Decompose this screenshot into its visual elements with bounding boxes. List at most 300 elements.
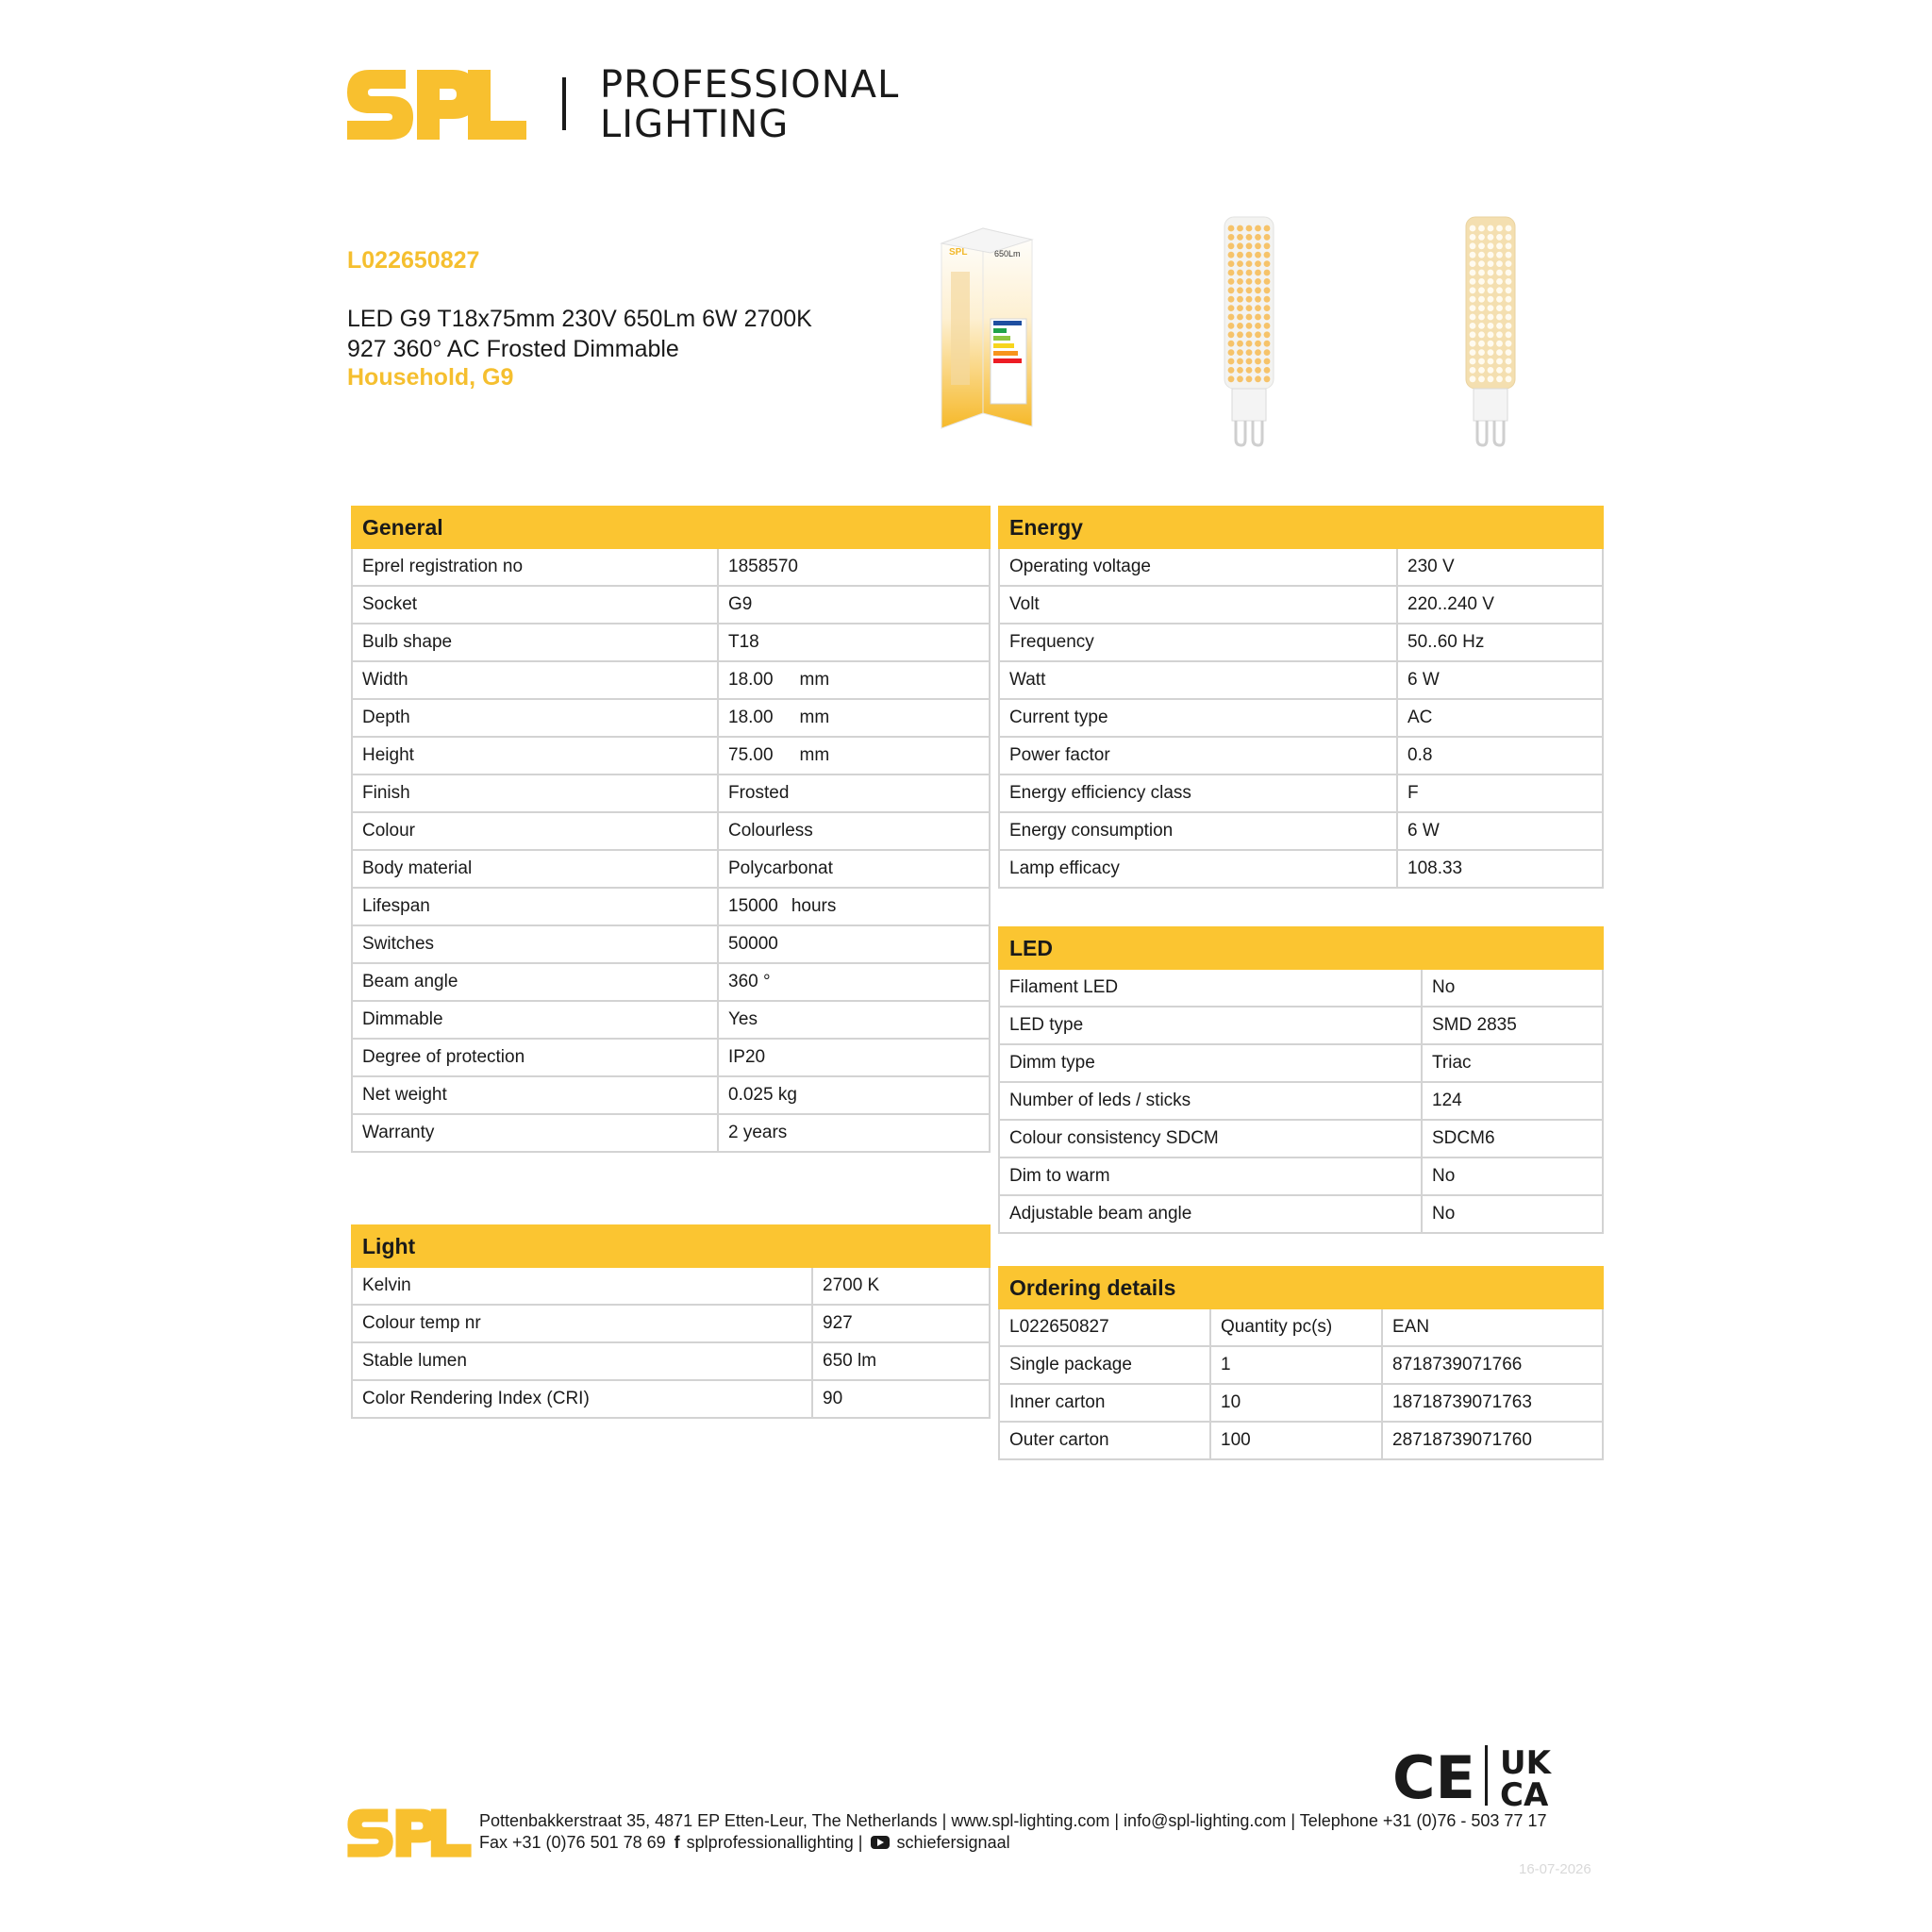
general-row: [352, 1114, 990, 1152]
led-dot: [1264, 252, 1271, 258]
general-row: [352, 850, 990, 888]
energy-row: [999, 774, 1603, 812]
energy-row: [999, 737, 1603, 774]
led-value-text: No: [1432, 977, 1456, 997]
led-dot: [1488, 367, 1494, 374]
ordering-row: [999, 1384, 1603, 1422]
light-table-title: Light: [352, 1225, 990, 1267]
led-dot: [1470, 331, 1476, 338]
general-label: Switches: [352, 925, 718, 963]
led-dot: [1478, 331, 1485, 338]
led-dot: [1488, 287, 1494, 293]
light-value-text: 927: [823, 1313, 853, 1333]
led-dot: [1255, 305, 1261, 311]
led-dot: [1470, 225, 1476, 232]
energy-value: [1397, 586, 1603, 624]
led-value: [1422, 1082, 1603, 1120]
ordering-ean: 18718739071763: [1382, 1384, 1603, 1422]
led-dot: [1496, 367, 1503, 374]
led-dot: [1255, 358, 1261, 365]
led-value: [1422, 1195, 1603, 1233]
led-dot: [1255, 270, 1261, 276]
ukca-mark-top: UK: [1500, 1744, 1551, 1782]
led-dot: [1496, 305, 1503, 311]
energy-row: [999, 812, 1603, 850]
led-dot: [1470, 375, 1476, 382]
general-value: [718, 699, 990, 737]
led-value: [1422, 1007, 1603, 1044]
energy-label: Energy efficiency class: [999, 774, 1397, 812]
led-row: [999, 1007, 1603, 1044]
led-value-text: No: [1432, 1166, 1456, 1186]
led-value-text: 124: [1432, 1091, 1462, 1110]
energy-value: [1397, 661, 1603, 699]
ordering-quantity: 10: [1210, 1384, 1382, 1422]
led-dot: [1264, 234, 1271, 241]
ordering-table-title: Ordering details: [999, 1267, 1603, 1308]
led-dot: [1255, 242, 1261, 249]
led-dot: [1246, 341, 1253, 347]
led-dot: [1228, 242, 1235, 249]
led-value-text: SMD 2835: [1432, 1015, 1517, 1035]
general-value-text: Yes: [728, 1009, 758, 1029]
led-dot: [1488, 234, 1494, 241]
led-dot: [1506, 358, 1512, 365]
led-dot: [1488, 296, 1494, 303]
led-dot: [1237, 375, 1243, 382]
energy-row: [999, 624, 1603, 661]
led-dot: [1255, 260, 1261, 267]
brand-line-lighting: LIGHTING: [600, 103, 790, 146]
facebook-icon[interactable]: f: [674, 1833, 680, 1852]
general-value-text: T18: [728, 632, 759, 652]
general-label: Finish: [352, 774, 718, 812]
led-dot: [1246, 260, 1253, 267]
ordering-header-row: [999, 1308, 1603, 1346]
general-row: [352, 661, 990, 699]
led-dot: [1478, 296, 1485, 303]
led-dot: [1255, 252, 1261, 258]
led-dot: [1237, 331, 1243, 338]
led-dot: [1470, 314, 1476, 321]
led-dot: [1255, 225, 1261, 232]
led-row: [999, 1120, 1603, 1158]
ordering-package-label: Single package: [999, 1346, 1210, 1384]
energy-value-text: AC: [1407, 708, 1433, 727]
led-value-text: Triac: [1432, 1053, 1472, 1073]
led-label: LED type: [999, 1007, 1422, 1044]
light-row: [352, 1380, 990, 1418]
footer-facebook-handle[interactable]: splprofessionallighting: [686, 1833, 854, 1852]
general-value-unit: hours: [791, 896, 837, 916]
led-dot: [1478, 225, 1485, 232]
general-value-text: 2 years: [728, 1123, 788, 1142]
led-dot: [1228, 305, 1235, 311]
light-label: Stable lumen: [352, 1342, 812, 1380]
general-value: [718, 1114, 990, 1152]
led-dot: [1228, 234, 1235, 241]
general-value-text: Polycarbonat: [728, 858, 833, 878]
light-label: Kelvin: [352, 1267, 812, 1305]
light-value-text: 650 lm: [823, 1351, 877, 1371]
energy-value: [1397, 548, 1603, 586]
energy-value-text: 50..60 Hz: [1407, 632, 1485, 652]
led-dot: [1478, 367, 1485, 374]
general-row: [352, 737, 990, 774]
led-dot: [1470, 234, 1476, 241]
led-dot: [1246, 252, 1253, 258]
led-dot: [1264, 375, 1271, 382]
general-label: Eprel registration no: [352, 548, 718, 586]
general-value: [718, 661, 990, 699]
led-dot: [1470, 367, 1476, 374]
light-value: [812, 1305, 990, 1342]
led-dot: [1496, 349, 1503, 356]
led-dot: [1228, 349, 1235, 356]
general-label: Warranty: [352, 1114, 718, 1152]
led-label: Colour consistency SDCM: [999, 1120, 1422, 1158]
led-dot: [1255, 314, 1261, 321]
led-dot: [1478, 375, 1485, 382]
led-dot: [1488, 260, 1494, 267]
led-label: Dimm type: [999, 1044, 1422, 1082]
energy-value: [1397, 850, 1603, 888]
energy-value: [1397, 737, 1603, 774]
led-dot: [1237, 367, 1243, 374]
led-dot: [1264, 287, 1271, 293]
general-label: Socket: [352, 586, 718, 624]
led-dot: [1488, 349, 1494, 356]
led-dot: [1264, 270, 1271, 276]
general-row: [352, 586, 990, 624]
led-dot: [1488, 341, 1494, 347]
led-row: [999, 1195, 1603, 1233]
led-dot: [1264, 349, 1271, 356]
led-dot: [1264, 323, 1271, 329]
led-dot: [1228, 252, 1235, 258]
general-label: Body material: [352, 850, 718, 888]
ordering-table: [998, 1266, 1604, 1460]
general-row: [352, 699, 990, 737]
footer-address: Pottenbakkerstraat 35, 4871 EP Etten-Leur, The Netherlands | www.spl-lighting.com | info@spl-lighting.com | Telephone +31 (0)76 - 503 77 17: [479, 1811, 1547, 1830]
ordering-header-quantity: Quantity pc(s): [1210, 1308, 1382, 1346]
led-dot: [1264, 278, 1271, 285]
ordering-row: [999, 1422, 1603, 1459]
led-dot: [1246, 270, 1253, 276]
led-dot: [1478, 314, 1485, 321]
led-dot: [1228, 278, 1235, 285]
led-dot: [1255, 296, 1261, 303]
led-dot: [1246, 225, 1253, 232]
led-dot: [1496, 375, 1503, 382]
led-dot: [1496, 260, 1503, 267]
light-label: Color Rendering Index (CRI): [352, 1380, 812, 1418]
energy-table-title: Energy: [999, 507, 1603, 548]
product-description-line2: 927 360° AC Frosted Dimmable: [347, 336, 679, 362]
led-row: [999, 1044, 1603, 1082]
general-row: [352, 624, 990, 661]
led-dot: [1264, 242, 1271, 249]
led-dot: [1496, 323, 1503, 329]
led-dot: [1470, 323, 1476, 329]
led-dot: [1496, 278, 1503, 285]
energy-row: [999, 548, 1603, 586]
youtube-icon[interactable]: [871, 1836, 890, 1849]
led-dot: [1506, 242, 1512, 249]
led-dot: [1506, 375, 1512, 382]
led-dot: [1237, 314, 1243, 321]
light-row: [352, 1267, 990, 1305]
led-dot: [1496, 287, 1503, 293]
led-dot: [1488, 305, 1494, 311]
led-dot: [1470, 296, 1476, 303]
general-value-text: 18.00: [728, 670, 774, 690]
led-dot: [1246, 367, 1253, 374]
energy-value-text: F: [1407, 783, 1419, 803]
led-dot: [1255, 278, 1261, 285]
led-dot: [1255, 341, 1261, 347]
led-dot: [1496, 252, 1503, 258]
led-dot: [1506, 234, 1512, 241]
general-value: [718, 624, 990, 661]
spl-logo: [347, 62, 526, 142]
energy-value: [1397, 624, 1603, 661]
led-dot: [1506, 270, 1512, 276]
led-dot: [1470, 305, 1476, 311]
led-dot: [1506, 260, 1512, 267]
ce-mark: CE: [1392, 1743, 1475, 1809]
led-table: [998, 926, 1604, 1234]
led-dot: [1506, 252, 1512, 258]
led-dot: [1488, 358, 1494, 365]
led-dot: [1488, 252, 1494, 258]
ordering-package-label: Outer carton: [999, 1422, 1210, 1459]
general-value: [718, 586, 990, 624]
general-label: Dimmable: [352, 1001, 718, 1039]
led-dot: [1478, 323, 1485, 329]
header-divider: [562, 77, 566, 130]
led-dot: [1470, 341, 1476, 347]
led-dot: [1264, 305, 1271, 311]
led-dot: [1496, 314, 1503, 321]
led-dot: [1478, 358, 1485, 365]
led-dot: [1264, 225, 1271, 232]
led-dot: [1264, 296, 1271, 303]
led-dot: [1506, 331, 1512, 338]
led-dot: [1470, 278, 1476, 285]
energy-label: Current type: [999, 699, 1397, 737]
led-dot: [1228, 296, 1235, 303]
energy-value: [1397, 812, 1603, 850]
light-row: [352, 1305, 990, 1342]
general-value-text: 75.00: [728, 745, 774, 765]
led-dot: [1228, 260, 1235, 267]
led-dot: [1237, 270, 1243, 276]
general-value-text: 1858570: [728, 557, 798, 576]
led-dot: [1255, 349, 1261, 356]
footer-youtube-handle[interactable]: schiefersignaal: [896, 1833, 1010, 1852]
general-value-text: 50000: [728, 934, 778, 954]
led-row: [999, 969, 1603, 1007]
led-dot: [1478, 252, 1485, 258]
general-row: [352, 1039, 990, 1076]
led-dot: [1506, 287, 1512, 293]
led-table-title: LED: [999, 927, 1603, 969]
energy-value-text: 220..240 V: [1407, 594, 1494, 614]
light-row: [352, 1342, 990, 1380]
energy-value-text: 230 V: [1407, 557, 1455, 576]
footer-spl-logo: [347, 1804, 472, 1858]
energy-label: Energy consumption: [999, 812, 1397, 850]
document-date: 16-07-2026: [1519, 1861, 1591, 1877]
general-value: [718, 1076, 990, 1114]
general-value: [718, 850, 990, 888]
led-dot: [1478, 242, 1485, 249]
energy-value-text: 6 W: [1407, 821, 1440, 841]
light-value: [812, 1380, 990, 1418]
led-dot: [1496, 242, 1503, 249]
led-dot: [1255, 331, 1261, 338]
led-dot: [1228, 367, 1235, 374]
general-row: [352, 888, 990, 925]
light-table: [351, 1224, 991, 1419]
general-table: [351, 506, 991, 1153]
packaging-box-image: [934, 225, 1038, 434]
led-dot: [1496, 358, 1503, 365]
general-value: [718, 925, 990, 963]
product-description-line1: LED G9 T18x75mm 230V 650Lm 6W 2700K: [347, 306, 812, 332]
general-label: Beam angle: [352, 963, 718, 1001]
led-dot: [1506, 296, 1512, 303]
led-dot: [1246, 278, 1253, 285]
led-dot: [1264, 367, 1271, 374]
general-row: [352, 963, 990, 1001]
led-dot: [1246, 296, 1253, 303]
general-value: [718, 1039, 990, 1076]
energy-row: [999, 586, 1603, 624]
general-table-title: General: [352, 507, 990, 548]
general-value: [718, 548, 990, 586]
light-value: [812, 1342, 990, 1380]
led-dot: [1237, 225, 1243, 232]
led-dot: [1488, 278, 1494, 285]
led-dot: [1246, 287, 1253, 293]
led-dot: [1228, 358, 1235, 365]
led-value-text: No: [1432, 1204, 1456, 1224]
general-value-text: 15000: [728, 896, 778, 916]
led-dot: [1488, 270, 1494, 276]
bulb-off-image: [1223, 215, 1275, 447]
led-dot: [1478, 349, 1485, 356]
product-sku: L022650827: [347, 247, 480, 274]
led-dot: [1478, 287, 1485, 293]
energy-label: Operating voltage: [999, 548, 1397, 586]
led-dot: [1478, 278, 1485, 285]
led-dot: [1228, 225, 1235, 232]
led-dot: [1264, 314, 1271, 321]
footer-separator: |: [858, 1833, 863, 1852]
general-label: Net weight: [352, 1076, 718, 1114]
led-dot: [1470, 270, 1476, 276]
ordering-quantity: 1: [1210, 1346, 1382, 1384]
general-label: Bulb shape: [352, 624, 718, 661]
led-row: [999, 1158, 1603, 1195]
led-label: Adjustable beam angle: [999, 1195, 1422, 1233]
led-dot: [1478, 341, 1485, 347]
energy-label: Power factor: [999, 737, 1397, 774]
led-dot: [1488, 225, 1494, 232]
led-dot: [1246, 375, 1253, 382]
brand-line-professional: PROFESSIONAL: [600, 63, 900, 107]
led-dot: [1255, 287, 1261, 293]
led-value: [1422, 969, 1603, 1007]
led-dot: [1237, 242, 1243, 249]
led-dot: [1478, 234, 1485, 241]
led-dot: [1470, 260, 1476, 267]
led-dot: [1264, 341, 1271, 347]
led-dot: [1246, 323, 1253, 329]
led-dot: [1506, 323, 1512, 329]
led-dot: [1506, 349, 1512, 356]
ukca-mark-bottom: CA: [1500, 1776, 1549, 1809]
product-category: Household, G9: [347, 364, 514, 391]
energy-row: [999, 661, 1603, 699]
led-dot: [1246, 349, 1253, 356]
ordering-header-ean: EAN: [1382, 1308, 1603, 1346]
led-dot: [1237, 287, 1243, 293]
led-label: Dim to warm: [999, 1158, 1422, 1195]
led-dot: [1228, 375, 1235, 382]
led-dot: [1255, 375, 1261, 382]
led-dot: [1470, 358, 1476, 365]
box-lumen-label: 650Lm: [994, 249, 1021, 258]
led-dot: [1237, 260, 1243, 267]
led-dot: [1228, 341, 1235, 347]
general-value-unit: mm: [799, 708, 830, 727]
ordering-ean: 28718739071760: [1382, 1422, 1603, 1459]
led-dot: [1470, 287, 1476, 293]
led-dot: [1478, 270, 1485, 276]
light-label: Colour temp nr: [352, 1305, 812, 1342]
led-dot: [1496, 234, 1503, 241]
general-value-text: IP20: [728, 1047, 766, 1067]
svg-text:SPL: SPL: [949, 247, 968, 258]
general-value-text: G9: [728, 594, 753, 614]
cert-divider: [1485, 1745, 1488, 1806]
energy-label: Frequency: [999, 624, 1397, 661]
led-dot: [1478, 305, 1485, 311]
led-label: Filament LED: [999, 969, 1422, 1007]
led-label: Number of leds / sticks: [999, 1082, 1422, 1120]
energy-value-text: 6 W: [1407, 670, 1440, 690]
general-label: Height: [352, 737, 718, 774]
led-dot: [1237, 323, 1243, 329]
light-value-text: 90: [823, 1389, 843, 1408]
led-dot: [1496, 331, 1503, 338]
general-row: [352, 1076, 990, 1114]
led-dot: [1246, 314, 1253, 321]
led-dot: [1255, 234, 1261, 241]
led-dot: [1255, 367, 1261, 374]
ordering-row: [999, 1346, 1603, 1384]
ordering-header-sku: L022650827: [999, 1308, 1210, 1346]
general-label: Lifespan: [352, 888, 718, 925]
general-value: [718, 812, 990, 850]
led-dot: [1237, 234, 1243, 241]
light-value-text: 2700 K: [823, 1275, 880, 1295]
led-dot: [1228, 314, 1235, 321]
general-value-text: Frosted: [728, 783, 790, 803]
